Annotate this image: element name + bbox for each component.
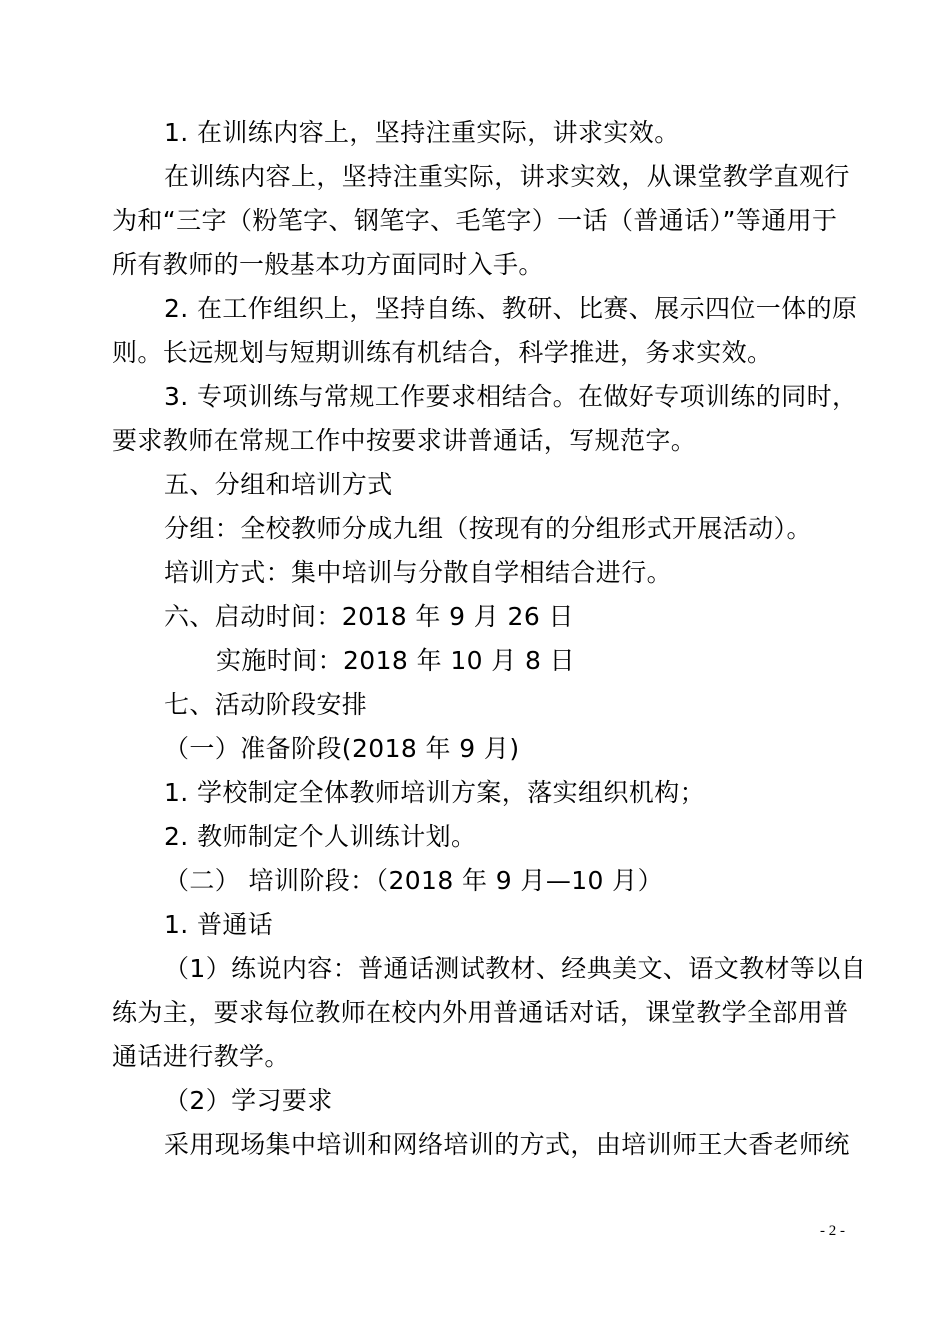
- section-heading: 六、启动时间：2018 年 9 月 26 日: [164, 602, 574, 631]
- paragraph-line: 3. 专项训练与常规工作要求相结合。在做好专项训练的同时，: [164, 382, 858, 411]
- paragraph-line: 采用现场集中培训和网络培训的方式，由培训师王大香老师统: [164, 1130, 850, 1159]
- paragraph-line: 1. 学校制定全体教师培训方案，落实组织机构；: [164, 778, 706, 807]
- paragraph-line: 2. 教师制定个人训练计划。: [164, 822, 477, 851]
- paragraph-line: 则。长远规划与短期训练有机结合，科学推进，务求实效。: [112, 338, 773, 367]
- paragraph-line: 实施时间：2018 年 10 月 8 日: [216, 646, 576, 675]
- section-heading: 七、活动阶段安排: [164, 690, 368, 719]
- paragraph-line: 在训练内容上，坚持注重实际，讲求实效，从课堂教学直观行: [164, 162, 850, 191]
- paragraph-line: 通话进行教学。: [112, 1042, 290, 1071]
- paragraph-line: （2）学习要求: [164, 1086, 333, 1115]
- section-heading: 五、分组和培训方式: [164, 470, 393, 499]
- paragraph-line: 2. 在工作组织上，坚持自练、教研、比赛、展示四位一体的原: [164, 294, 858, 323]
- subsection-heading: （一）准备阶段(2018 年 9 月): [164, 734, 520, 763]
- paragraph-line: 1. 普通话: [164, 910, 274, 939]
- paragraph-line: 1. 在训练内容上，坚持注重实际，讲求实效。: [164, 118, 680, 147]
- page-number: - 2 -: [820, 1223, 845, 1239]
- paragraph-line: 要求教师在常规工作中按要求讲普通话，写规范字。: [112, 426, 697, 455]
- paragraph-line: （1）练说内容：普通话测试教材、经典美文、语文教材等以自: [164, 954, 867, 983]
- paragraph-line: 所有教师的一般基本功方面同时入手。: [112, 250, 544, 279]
- subsection-heading: （二） 培训阶段：（2018 年 9 月—10 月）: [164, 866, 663, 895]
- paragraph-line: 培训方式：集中培训与分散自学相结合进行。: [164, 558, 673, 587]
- paragraph-line: 练为主，要求每位教师在校内外用普通话对话，课堂教学全部用普: [112, 998, 849, 1027]
- document-body: [112, 111, 867, 1167]
- paragraph-line: 分组：全校教师分成九组（按现有的分组形式开展活动）。: [164, 514, 812, 543]
- paragraph-line: 为和“三字（粉笔字、钢笔字、毛笔字）一话（普通话）”等通用于: [112, 206, 838, 235]
